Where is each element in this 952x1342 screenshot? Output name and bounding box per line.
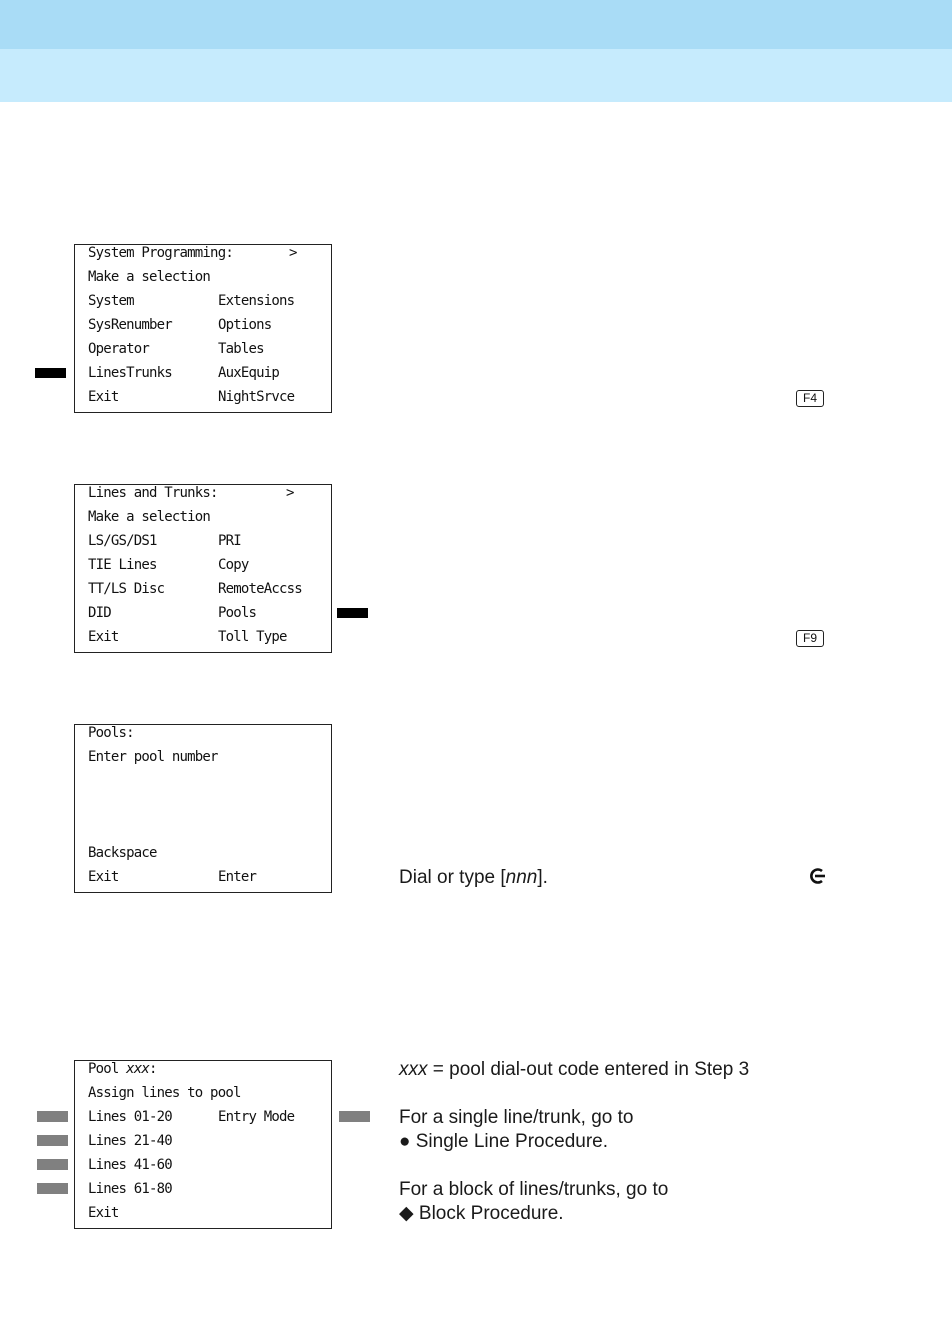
enter-return-icon[interactable] [807,866,827,886]
selected-key-marker [337,608,368,618]
single-line-instruction: For a single line/trunk, go to [399,1107,634,1128]
dial-variable: nnn [505,867,538,888]
pool-xxx-screen [74,1060,332,1229]
lines-trunks-screen [74,484,332,653]
system-programming-screen [74,244,332,413]
menu-item-nightsrvce[interactable]: NightSrvce [218,389,295,405]
menu-item-system[interactable]: System [88,293,134,309]
screen-title: Lines and Trunks: [88,485,218,501]
screen-prompt: Enter pool number [88,749,218,765]
title-prefix: Pool [88,1061,127,1077]
menu-item-extensions[interactable]: Extensions [218,293,295,309]
menu-item-exit[interactable]: Exit [88,1205,119,1221]
menu-item-lines-41-60[interactable]: Lines 41-60 [88,1157,172,1173]
option-key-marker [37,1159,68,1170]
selected-key-marker [35,368,66,378]
title-suffix: : [149,1061,157,1077]
menu-item-lines-61-80[interactable]: Lines 61-80 [88,1181,172,1197]
menu-item-pri[interactable]: PRI [218,533,241,549]
menu-item-tt-ls-disc[interactable]: TT/LS Disc [88,581,165,597]
option-key-marker [37,1183,68,1194]
xxx-definition [399,1058,749,1082]
screen-title [88,1059,157,1079]
xxx-description: = pool dial-out code entered in Step 3 [427,1059,750,1080]
menu-item-sysrenumber[interactable]: SysRenumber [88,317,172,333]
dial-instruction [399,866,548,890]
screen-prompt: Assign lines to pool [88,1085,241,1101]
block-procedure-label: Block Procedure. [413,1203,564,1224]
circle-bullet-icon: ● [399,1131,411,1152]
menu-item-remoteaccss[interactable]: RemoteAccss [218,581,302,597]
menu-item-copy[interactable]: Copy [218,557,249,573]
block-instruction: For a block of lines/trunks, go to [399,1179,669,1200]
menu-item-pools[interactable]: Pools [218,605,257,621]
menu-item-auxequip[interactable]: AuxEquip [218,365,280,381]
option-key-marker [339,1111,370,1122]
title-variable: xxx [126,1061,150,1077]
menu-item-tie-lines[interactable]: TIE Lines [88,557,157,573]
header-band-bottom [0,49,952,102]
option-key-marker [37,1135,68,1146]
f4-key-icon[interactable]: F4 [796,390,824,407]
dial-suffix: ]. [537,867,548,888]
screen-prompt: Make a selection [88,269,211,285]
single-line-procedure-link[interactable] [399,1130,608,1154]
backspace-option[interactable]: Backspace [88,845,157,861]
menu-item-options[interactable]: Options [218,317,272,333]
dial-prefix: Dial or type [ [399,867,506,888]
menu-item-entry-mode[interactable]: Entry Mode [218,1109,295,1125]
screen-title: System Programming: [88,245,233,261]
next-page-arrow[interactable]: > [289,245,298,261]
menu-item-tables[interactable]: Tables [218,341,264,357]
exit-option[interactable]: Exit [88,869,119,885]
menu-item-ls-gs-ds1[interactable]: LS/GS/DS1 [88,533,157,549]
menu-item-operator[interactable]: Operator [88,341,150,357]
menu-item-linestrunks[interactable]: LinesTrunks [88,365,172,381]
block-procedure-link[interactable] [399,1202,564,1226]
diamond-bullet-icon: ◆ [399,1203,414,1224]
menu-item-toll-type[interactable]: Toll Type [218,629,287,645]
header-band-top [0,0,952,49]
next-page-arrow[interactable]: > [286,485,295,501]
menu-item-lines-21-40[interactable]: Lines 21-40 [88,1133,172,1149]
single-procedure-label: Single Line Procedure. [410,1131,608,1152]
option-key-marker [37,1111,68,1122]
screen-prompt: Make a selection [88,509,211,525]
f9-key-icon[interactable]: F9 [796,630,824,647]
xxx-variable: xxx [399,1059,428,1080]
pools-screen [74,724,332,893]
menu-item-exit[interactable]: Exit [88,629,119,645]
menu-item-exit[interactable]: Exit [88,389,119,405]
enter-option[interactable]: Enter [218,869,257,885]
menu-item-did[interactable]: DID [88,605,111,621]
menu-item-lines-01-20[interactable]: Lines 01-20 [88,1109,172,1125]
screen-title: Pools: [88,725,134,741]
